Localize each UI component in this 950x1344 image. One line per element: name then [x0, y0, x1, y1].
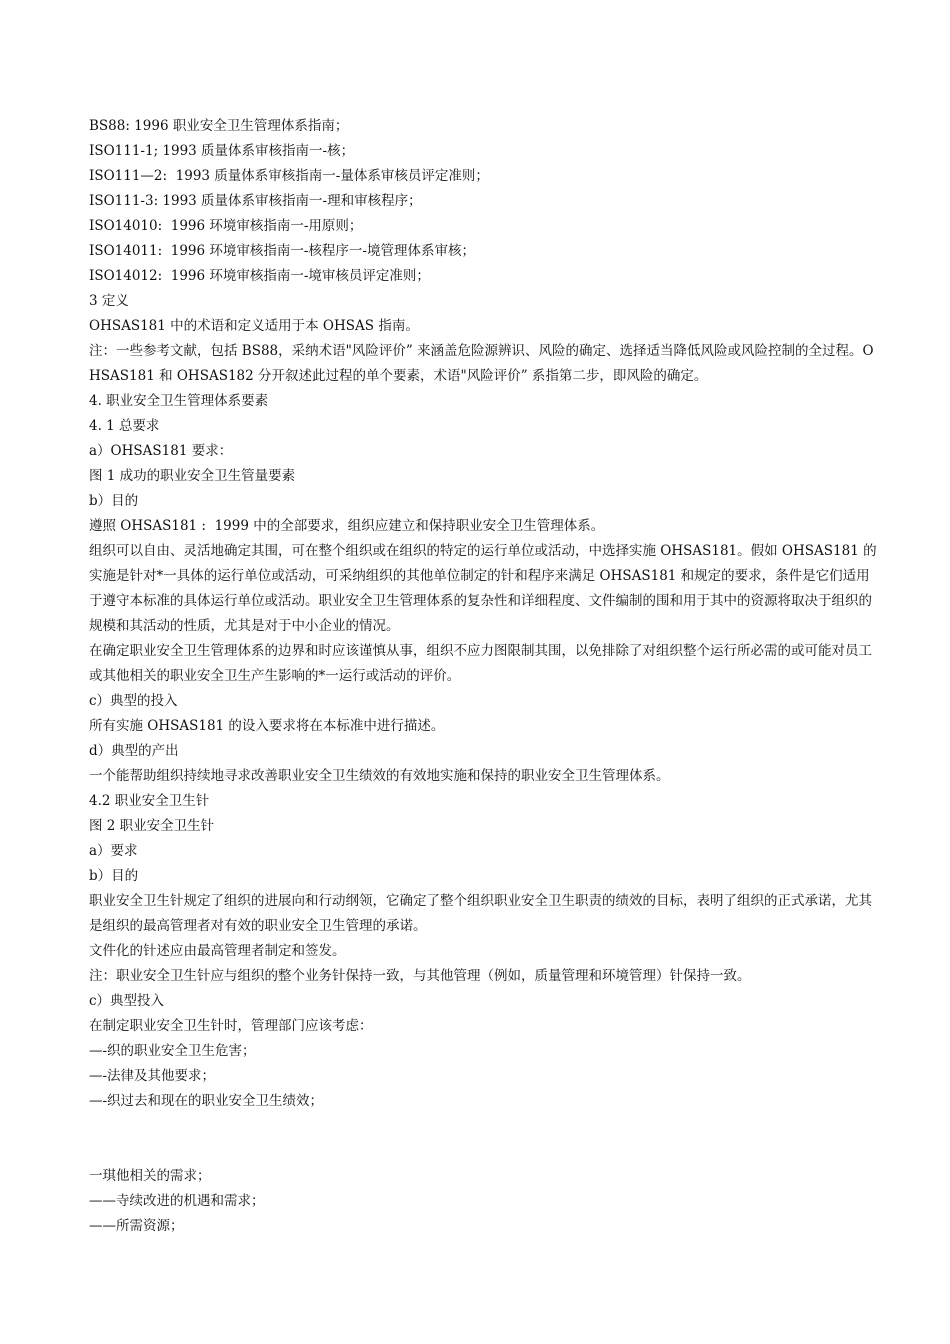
text-line: d）典型的产出	[89, 743, 179, 759]
text-line: 4.2 职业安全卫生针	[89, 793, 210, 809]
text-line: 4. 1 总要求	[89, 418, 160, 434]
text-line: 在制定职业安全卫生针时，管理部门应该考虑：	[89, 1018, 373, 1034]
text-line: c）典型投入	[89, 993, 165, 1009]
text-line: OHSAS181 中的术语和定义适用于本 OHSAS 指南。	[89, 318, 419, 334]
document-section-continued	[89, 1164, 881, 1239]
text-line: 遵照 OHSAS181 : 1999 中的全部要求，组织应建立和保持职业安全卫生管理体系。	[89, 518, 605, 534]
document-body	[89, 114, 881, 1239]
text-line: b）目的	[89, 868, 139, 884]
text-line: ISO111-1; 1993 质量体系审核指南一-核；	[89, 143, 355, 159]
text-line: 一个能帮助组织持续地寻求改善职业安全卫生绩效的有效地实施和保持的职业安全卫生管理体系。	[89, 768, 670, 784]
text-line: —-织过去和现在的职业安全卫生绩效；	[89, 1093, 324, 1109]
text-line: ISO14012: 1996 环境审核指南一-境审核员评定准则；	[89, 268, 430, 284]
text-line: a）要求	[89, 843, 138, 859]
text-line: 图 2 职业安全卫生针	[89, 818, 215, 834]
text-line: 一琪他相关的需求；	[89, 1168, 211, 1184]
text-line: 4. 职业安全卫生管理体系要素	[89, 393, 269, 409]
text-line: a）OHSAS181 要求：	[89, 443, 233, 459]
text-line: 文件化的针述应由最高管理者制定和签发。	[89, 943, 346, 959]
text-line: 所有实施 OHSAS181 的设入要求将在本标准中进行描述。	[89, 718, 445, 734]
text-line: 职业安全卫生针规定了组织的进展向和行动纲领，它确定了整个组织职业安全卫生职责的绩效的目标，表明了组织的正式承诺，尤其是组织的最高管理者对有效的职业安全卫生管理的承诺。	[89, 893, 872, 934]
text-line: c）典型的投入	[89, 693, 178, 709]
text-line: 注：职业安全卫生针应与组织的整个业务针保持一致，与其他管理（例如，质量管理和环境管理）针保持一致。	[89, 968, 751, 984]
section-gap	[89, 1114, 881, 1164]
text-line: ISO14010: 1996 环境审核指南一-用原则；	[89, 218, 363, 234]
text-line: ISO14011: 1996 环境审核指南一-核程序一-境管理体系审核；	[89, 243, 475, 259]
text-line: —-法律及其他要求；	[89, 1068, 216, 1084]
text-line: b）目的	[89, 493, 139, 509]
text-line: 图 1 成功的职业安全卫生管量要素	[89, 468, 296, 484]
text-line: ISO111-3: 1993 质量体系审核指南一-理和审核程序；	[89, 193, 422, 209]
text-line: ——所需资源；	[89, 1218, 184, 1234]
text-line: 注：一些参考文献，包括 BS88，采纳术语"风险评价” 来涵盖危险源辨识、风险的确定、选择适当降低风险或风险控制的全过程。OHSAS181 和 OHSAS182 分开叙述此过程的单个要素，术语"风险评价” 系指第二步，即风险的确定。	[89, 343, 874, 384]
document-section-main	[89, 114, 881, 1114]
text-line: 组织可以自由、灵活地确定其围，可在整个组织或在组织的特定的运行单位或活动，中选择实施 OHSAS181。假如 OHSAS181 的实施是针对*一具体的运行单位或活动，可采纳组织的其他单位制定的针和程序来满足 OHSAS181 和规定的要求，条件是它们适用于遵守本标准的具体运行单位或活动。职业安全卫生管理体系的复杂性和详细程度、文件编制的围和用于其中的资源将取决于组织的规模和其活动的性质，尤其是对于中小企业的情况。	[89, 543, 877, 634]
text-line: 在确定职业安全卫生管理体系的边界和时应该谨慎从事，组织不应力图限制其围，以免排除了对组织整个运行所必需的或可能对员工或其他相关的职业安全卫生产生影响的*一运行或活动的评价。	[89, 643, 872, 684]
text-line: BS88: 1996 职业安全卫生管理体系指南；	[89, 118, 349, 134]
text-line: ISO111—2: 1993 质量体系审核指南一-量体系审核员评定准则；	[89, 168, 489, 184]
text-line: 3 定义	[89, 293, 129, 309]
text-line: —-织的职业安全卫生危害；	[89, 1043, 256, 1059]
text-line: ——寺续改进的机遇和需求；	[89, 1193, 265, 1209]
